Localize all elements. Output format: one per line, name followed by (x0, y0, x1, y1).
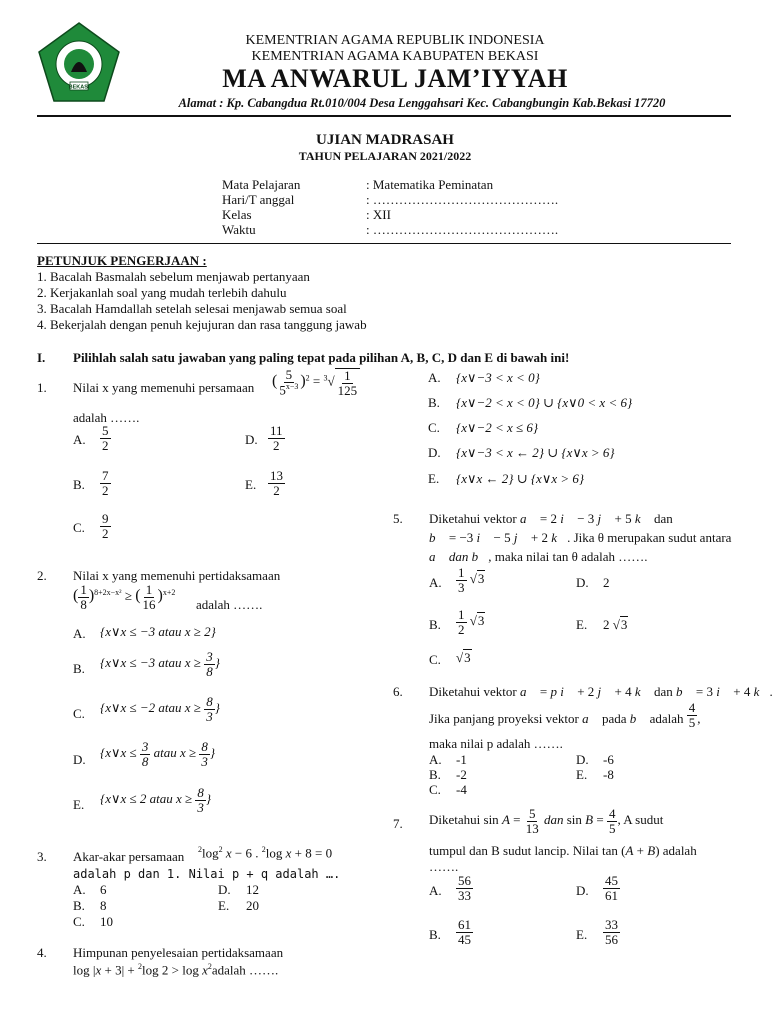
exam-year: TAHUN PELAJARAN 2021/2022 (298, 149, 472, 163)
option-label: B. (429, 767, 441, 782)
option-label: E. (576, 617, 588, 632)
option-label: C. (73, 706, 85, 721)
field-label: Hari/T anggal (222, 192, 295, 207)
option-label: B. (428, 395, 440, 410)
option-value: -8 (603, 767, 614, 782)
option-value: 6 (100, 882, 107, 897)
option-value: -6 (603, 752, 614, 767)
q3-equation: $^2\log^2$ x − 6 . $^2$log x + 8 = 0 (198, 845, 333, 861)
option-value: 2 (603, 575, 610, 590)
option-label: E. (428, 471, 440, 486)
question-text-3: ……. (429, 859, 459, 874)
instruction-item: 2. Kerjakanlah soal yang mudah terlebih dahulu (37, 285, 287, 300)
option-label: A. (73, 626, 86, 641)
option-label: C. (73, 520, 85, 535)
field-value: : ……………………………………. (366, 222, 559, 237)
question-text-2: b⃗ = −3 i⃗ − 5 j⃗ + 2 k⃗. Jika θ merupakan sudut antara (429, 530, 732, 545)
option-label: A. (73, 882, 86, 897)
q4-inequality: log |x + 3| + $^2$log $2 > \log x^2adalah$ ……. (73, 962, 279, 978)
q1-equation: ( $\frac{5}{5^{x-3}}$ )$^2$ = $^3$√ $\frac{1}{125}$ (272, 368, 360, 397)
question-number: 6. (393, 684, 403, 699)
option-label: D. (576, 752, 589, 767)
option-value: {x∨x ≤ 2 atau x ≥ $\frac{8}{3}$ } (100, 785, 212, 815)
option-label: C. (429, 782, 441, 797)
option-label: A. (429, 575, 442, 590)
option-label: E. (73, 797, 85, 812)
option-label: E. (576, 767, 588, 782)
svg-text:BEKASI: BEKASI (68, 84, 90, 91)
option-label: E. (245, 477, 257, 492)
option-value: -1 (456, 752, 467, 767)
option-value: $\frac{11}{2}$ (270, 423, 283, 453)
option-value: {x∨−3 < x ← 2} ∪ {x∨x > 6} (456, 445, 615, 460)
question-number: 1. (37, 380, 47, 395)
question-tail: adalah ……. (73, 410, 140, 425)
option-value: $\frac{45}{61}$ (605, 873, 618, 903)
question-text-2: Jika panjang proyeksi vektor a⃗ pada b⃗ adalah $\frac{4}{5}$ , (429, 700, 701, 730)
option-value: √3 (456, 650, 471, 665)
option-value: $\frac{9}{2}$ (102, 511, 109, 541)
question-number: 2. (37, 568, 47, 583)
option-label: D. (218, 882, 231, 897)
option-value: 8 (100, 898, 107, 913)
option-value: $\frac{1}{3}$ √3 (458, 565, 485, 595)
option-label: A. (429, 752, 442, 767)
school-name: MA ANWARUL JAM’IYYAH (222, 64, 568, 93)
question-text-2: tumpul dan B sudut lancip. Nilai tan (A + B) adalah (429, 843, 697, 858)
question-text: Himpunan penyelesaian pertidaksamaan (73, 945, 284, 960)
question-line-2: adalah p dan 1. Nilai p + q adalah …. (73, 867, 341, 881)
question-number: 5. (393, 511, 403, 526)
ministry-line-2: KEMENTRIAN AGAMA KABUPATEN BEKASI (251, 49, 539, 64)
question-text-3: maka nilai p adalah ……. (429, 736, 563, 751)
school-address: Alamat : Kp. Cabangdua Rt.010/004 Desa Lenggahsari Kec. Cabangbungin Kab.Bekasi 17720 (178, 96, 666, 110)
field-label: Mata Pelajaran (222, 177, 301, 192)
q2-inequality: ( $\frac{1}{8}$ )$^{8+2x-x^2}$ ≥ ( $\frac{1}{16}$ )$^{x+2}$ (73, 582, 176, 612)
option-label: A. (73, 432, 86, 447)
option-label: B. (429, 617, 441, 632)
option-label: A. (429, 883, 442, 898)
question-tail: adalah ……. (211, 962, 279, 978)
option-value: $\frac{56}{33}$ (458, 873, 471, 903)
school-logo (38, 22, 120, 104)
field-label: Kelas (222, 207, 252, 222)
instruction-item: 1. Bacalah Basmalah sebelum menjawab pertanyaan (37, 269, 310, 284)
question-number: 7. (393, 816, 403, 831)
exam-title: UJIAN MADRASAH (316, 132, 454, 148)
option-label: C. (428, 420, 440, 435)
option-label: D. (576, 883, 589, 898)
header-divider (37, 115, 731, 117)
option-label: D. (576, 575, 589, 590)
option-value: 2 √3 (603, 617, 628, 632)
option-label: D. (245, 432, 258, 447)
option-label: E. (576, 927, 588, 942)
option-value: {x∨x ≤ −2 atau x ≥ $\frac{8}{3}$ } (100, 694, 220, 724)
section-instruction: Pilihlah salah satu jawaban yang paling tepat pada pilihan A, B, C, D dan E di bawah ini! (73, 350, 570, 365)
option-value: {x∨x ≤ −3 atau x ≥ 2} (100, 624, 216, 639)
section-number: I. (37, 350, 46, 365)
instructions-title: PETUNJUK PENGERJAAN : (37, 253, 207, 268)
field-value: : Matematika Peminatan (366, 177, 494, 192)
option-value: $\frac{7}{2}$ (102, 468, 109, 498)
question-text: Diketahui sin A = $\frac{5}{13}$ dan sin B = $\frac{4}{5}$ , A sudut (429, 806, 664, 836)
option-label: A. (428, 370, 441, 385)
option-label: B. (73, 898, 85, 913)
instruction-item: 3. Bacalah Hamdallah setelah selesai menjawab semua soal (37, 301, 347, 316)
instruction-item: 4. Bekerjalah dengan penuh kejujuran dan rasa tanggung jawab (37, 317, 367, 332)
question-text: Diketahui vektor a⃗ = p i⃗ + 2 j⃗ + 4 k⃗ dan b⃗ = 3 i⃗ + 4 k⃗. (429, 684, 773, 699)
option-value: 10 (100, 914, 113, 929)
option-label: C. (429, 652, 441, 667)
field-label: Waktu (222, 222, 256, 237)
field-value: : ……………………………………. (366, 192, 559, 207)
option-label: B. (73, 477, 85, 492)
option-value: 20 (246, 898, 259, 913)
option-value: {x∨x ≤ −3 atau x ≥ $\frac{3}{8}$ } (100, 649, 220, 679)
question-text: Diketahui vektor a⃗ = 2 i⃗ − 3 j⃗ + 5 k⃗ dan (429, 511, 673, 526)
option-value: -2 (456, 767, 467, 782)
ministry-line-1: KEMENTRIAN AGAMA REPUBLIK INDONESIA (245, 33, 545, 48)
option-value: $\frac{61}{45}$ (458, 917, 471, 947)
field-value: : XII (366, 207, 391, 222)
option-label: B. (73, 661, 85, 676)
option-value: $\frac{33}{56}$ (605, 917, 618, 947)
option-value: $\frac{5}{2}$ (102, 423, 109, 453)
option-value: {x∨x ← 2} ∪ {x∨x > 6} (456, 471, 585, 486)
question-number: 3. (37, 849, 47, 864)
question-text-3: a⃗ dan b⃗, maka nilai tan θ adalah ……. (429, 549, 648, 564)
option-value: -4 (456, 782, 467, 797)
option-label: B. (429, 927, 441, 942)
option-value: 12 (246, 882, 259, 897)
option-value: {x∨−2 < x < 0} ∪ {x∨0 < x < 6} (456, 395, 633, 410)
option-label: D. (73, 752, 86, 767)
question-text: Akar-akar persamaan (73, 849, 185, 864)
option-value: $\frac{1}{2}$ √3 (458, 607, 485, 637)
option-value: {x∨x ≤ $\frac{3}{8}$ atau x ≥ $\frac{8}{3}$ } (100, 739, 216, 769)
question-text: Nilai x yang memenuhi persamaan (73, 380, 255, 395)
question-number: 4. (37, 945, 47, 960)
option-value: $\frac{13}{2}$ (270, 468, 283, 498)
info-divider (37, 243, 731, 244)
option-value: {x∨−3 < x < 0} (456, 370, 540, 385)
option-label: D. (428, 445, 441, 460)
option-value: {x∨−2 < x ≤ 6} (456, 420, 539, 435)
question-text: Nilai x yang memenuhi pertidaksamaan (73, 568, 281, 583)
option-label: E. (218, 898, 230, 913)
option-label: C. (73, 914, 85, 929)
question-tail: adalah ……. (196, 597, 263, 612)
